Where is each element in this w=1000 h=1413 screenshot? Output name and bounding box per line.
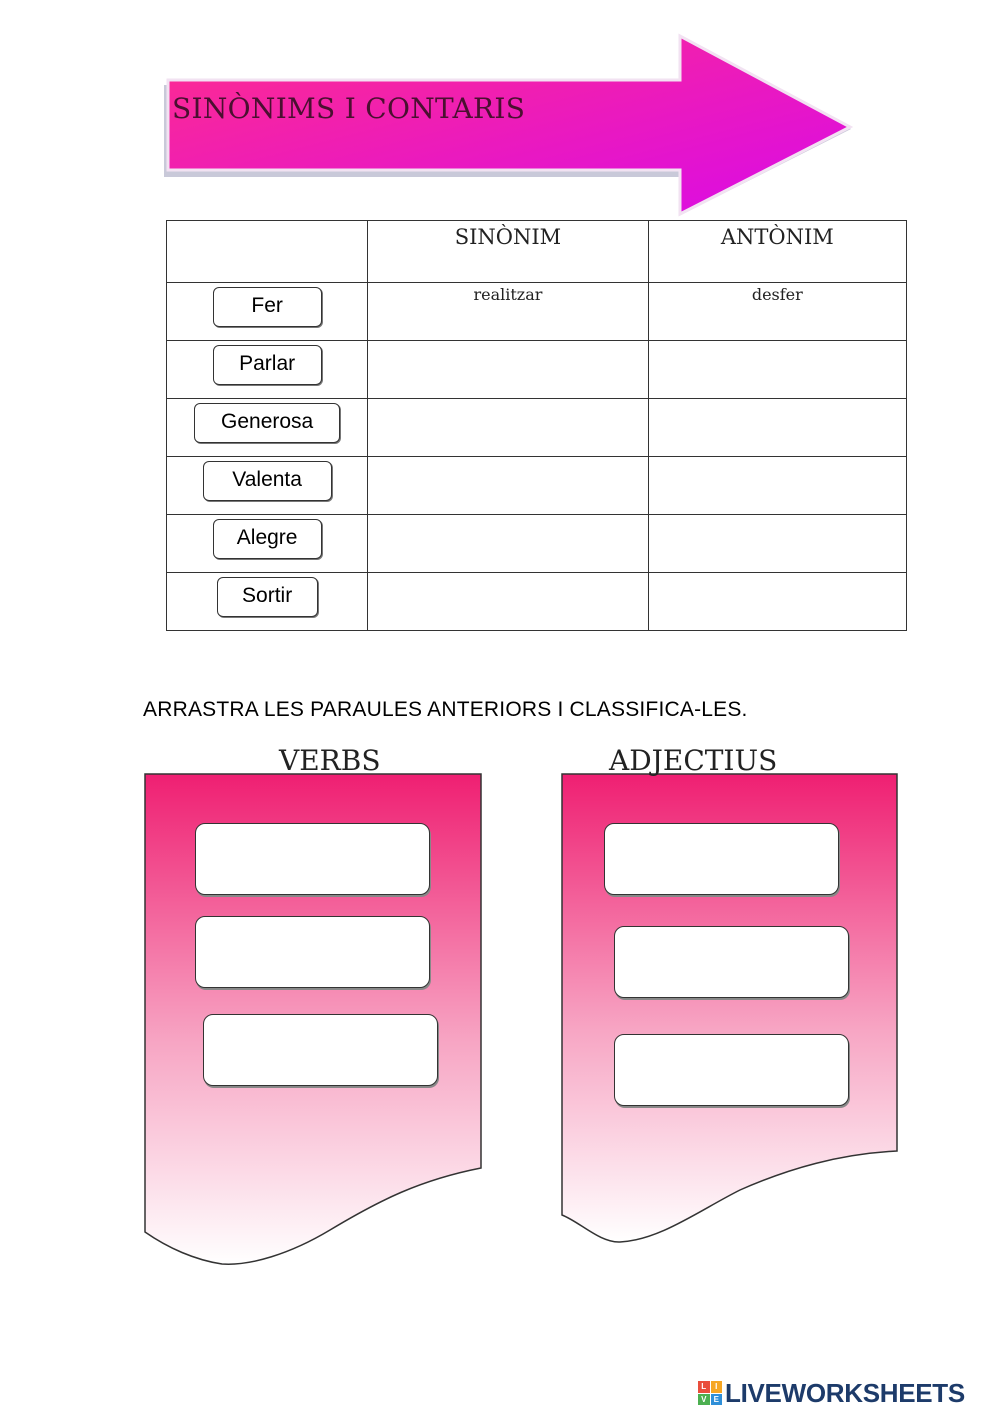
- brand-name: LIVEWORKSHEETS: [725, 1377, 965, 1408]
- verbs-drop-box-2[interactable]: [195, 916, 430, 988]
- header-antonym: ANTÒNIM: [648, 221, 906, 283]
- page-title: SINÒNIMS I CONTARIS: [172, 92, 526, 125]
- liveworksheets-icon: L I V E: [698, 1381, 722, 1405]
- synonym-cell[interactable]: realitzar: [473, 285, 543, 304]
- verbs-title: VERBS: [279, 744, 381, 777]
- verbs-drop-box-1[interactable]: [195, 823, 430, 895]
- verbs-drop-box-3[interactable]: [203, 1014, 438, 1086]
- instruction-text: ARRASTRA LES PARAULES ANTERIORS I CLASSIFICA-LES.: [143, 698, 748, 721]
- draggable-word-sortir[interactable]: Sortir: [217, 577, 318, 617]
- draggable-word-valenta[interactable]: Valenta: [203, 461, 332, 501]
- header-synonym: SINÒNIM: [368, 221, 648, 283]
- adjectius-drop-box-1[interactable]: [604, 823, 839, 895]
- adjectius-title: ADJECTIUS: [609, 744, 778, 777]
- adjectius-drop-box-2[interactable]: [614, 926, 849, 998]
- liveworksheets-logo: [698, 1378, 965, 1408]
- antonym-cell[interactable]: desfer: [751, 285, 803, 304]
- adjectius-drop-box-3[interactable]: [614, 1034, 849, 1106]
- draggable-word-fer[interactable]: Fer: [213, 287, 322, 327]
- draggable-word-alegre[interactable]: Alegre: [213, 519, 322, 559]
- draggable-word-generosa[interactable]: Generosa: [194, 403, 340, 443]
- draggable-word-parlar[interactable]: Parlar: [213, 345, 322, 385]
